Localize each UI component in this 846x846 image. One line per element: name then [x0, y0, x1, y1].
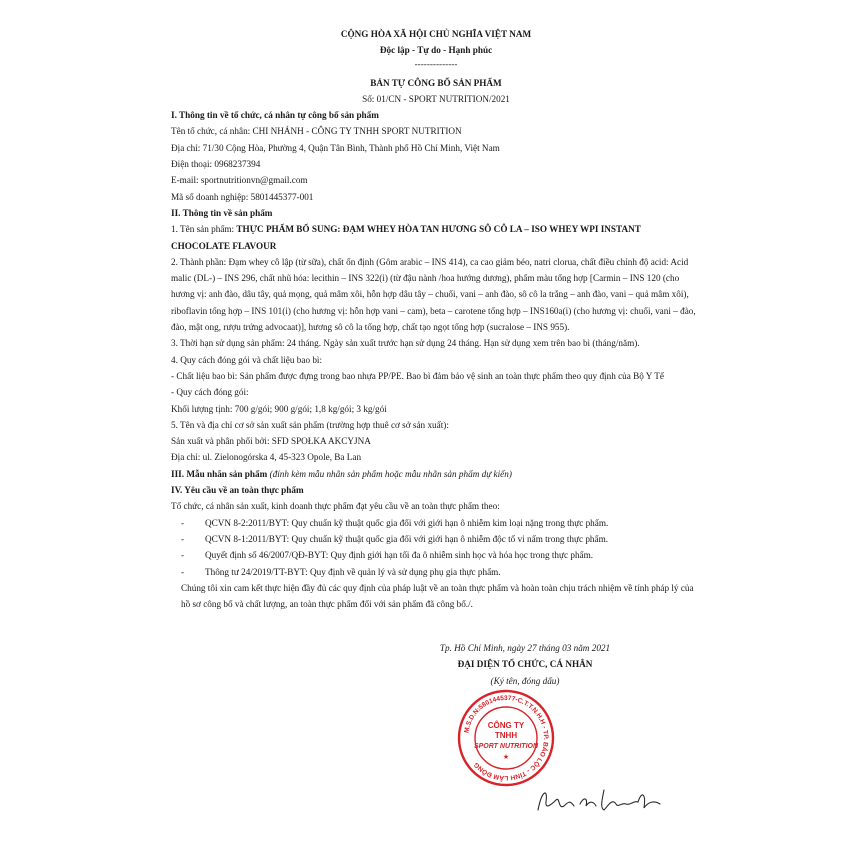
org-email: E-mail: sportnutritionvn@gmail.com	[171, 175, 308, 186]
motto: Độc lập - Tự do - Hạnh phúc	[379, 45, 493, 56]
product-name-value: THỰC PHẨM BỔ SUNG: ĐẠM WHEY HÒA TAN HƯƠNG SÔ CÔ LA – ISO WHEY WPI INSTANT CHOCOLATE FLAVOUR	[171, 224, 641, 251]
manufacturer: Sản xuất và phân phối bởi: SFD SPOŁKA AKCYJNA	[171, 436, 371, 447]
signature-block	[420, 640, 630, 689]
shelf-life: 3. Thời hạn sử dụng sản phẩm: 24 tháng. Ngày sản xuất trước hạn sử dụng 24 tháng. Hạn sử dụng xem trên bao bì (tháng/năm).	[171, 338, 640, 349]
commitment: Chúng tôi xin cam kết thực hiện đầy đủ các quy định của pháp luật về an toàn thực phẩm và hoàn toàn chịu trách nhiệm về tính pháp lý của hồ sơ công bố và chất lượng, an toàn thực phẩm đối với sản phẩm đã công bố./.	[181, 582, 694, 610]
org-address: Địa chỉ: 71/30 Cộng Hòa, Phường 4, Quận Tân Bình, Thành phố Hồ Chí Minh, Việt Nam	[171, 142, 500, 153]
nation-title: CỘNG HÒA XÃ HỘI CHỦ NGHĨA VIỆT NAM	[340, 29, 532, 39]
safety-item: - Thông tư 24/2019/TT-BYT: Quy định về quản lý và sử dụng phụ gia thực phẩm.	[181, 566, 501, 577]
org-name: Tên tổ chức, cá nhân: CHI NHÁNH - CÔNG TY TNHH SPORT NUTRITION	[171, 126, 462, 137]
org-phone: Điện thoại: 0968237394	[171, 159, 261, 170]
separator: --------------	[414, 58, 458, 69]
safety-item: - Quyết định số 46/2007/QĐ-BYT: Quy định giới hạn tối đa ô nhiễm sinh học và hóa học trong thực phẩm.	[181, 550, 594, 561]
document-number: Số: 01/CN - SPORT NUTRITION/2021	[362, 93, 510, 104]
stamp-line-2: TNHH	[494, 731, 518, 740]
handwritten-signature	[530, 780, 670, 820]
net-weight: Khối lượng tịnh: 700 g/gói; 900 g/gói; 1,8 kg/gói; 3 kg/gói	[171, 403, 387, 414]
svg-text:★: ★	[502, 753, 510, 761]
representative-title: ĐẠI DIỆN TỔ CHỨC, CÁ NHÂN	[457, 659, 593, 670]
packaging-spec-label: - Quy cách đóng gói:	[171, 387, 249, 398]
place-date: Tp. Hồ Chí Minh, ngày 27 tháng 03 năm 2021	[439, 643, 611, 653]
svg-text:M.S.D.N:5801445377-C.T.T.N.H.H: M.S.D.N:5801445377-C.T.T.N.H.H - TP. BẢO LỘC - TỈNH LÂM ĐỒNG	[463, 694, 550, 782]
safety-item: - QCVN 8-2:2011/BYT: Quy chuẩn kỹ thuật quốc gia đối với giới hạn ô nhiễm kim loại nặng trong thực phẩm.	[181, 517, 609, 528]
packaging-material: - Chất liệu bao bì: Sản phẩm được đựng trong bao nhựa PP/PE. Bao bì đảm bảo vệ sinh an toàn thực phẩm theo quy định của Bộ Y Tế	[171, 370, 664, 381]
safety-intro: Tổ chức, cá nhân sản xuất, kinh doanh thực phẩm đạt yêu cầu về an toàn thực phẩm theo:	[171, 501, 500, 512]
company-stamp	[456, 688, 556, 788]
sign-note: (Ký tên, đóng dấu)	[490, 675, 560, 686]
section-1-heading: I. Thông tin về tổ chức, cá nhân tự công bố sản phẩm	[171, 110, 379, 121]
section-3-note: (đính kèm mẫu nhãn sản phẩm hoặc mẫu nhãn sản phẩm dự kiến)	[269, 468, 512, 479]
manufacturer-heading: 5. Tên và địa chỉ cơ sở sản xuất sản phẩm (trường hợp thuê cơ sở sản xuất):	[171, 419, 449, 430]
safety-item: - QCVN 8-1:2011/BYT: Quy chuẩn kỹ thuật quốc gia đối với giới hạn ô nhiễm độc tố vi nấm trong thực phẩm.	[181, 533, 609, 544]
section-4-heading: IV. Yêu cầu về an toàn thực phẩm	[171, 485, 304, 496]
org-tax-code: Mã số doanh nghiệp: 5801445377-001	[171, 191, 314, 202]
manufacturer-address: Địa chỉ: ul. Zielonogórska 4, 45-323 Opole, Ba Lan	[171, 452, 362, 463]
document-title: BẢN TỰ CÔNG BỐ SẢN PHẨM	[370, 77, 502, 88]
section-2-heading: II. Thông tin về sản phẩm	[171, 207, 273, 218]
product-name	[171, 221, 701, 254]
declaration-document	[171, 26, 701, 612]
section-3-heading: III. Mẫu nhãn sản phẩm	[171, 468, 268, 479]
product-name-label: 1. Tên sản phẩm:	[171, 224, 237, 235]
ingredients: 2. Thành phần: Đạm whey cô lập (từ sữa), chất ổn định (Gôm arabic – INS 414), ca cao giảm béo, natri clorua, chất điều chỉnh độ acid: Acid malic (DL-) – INS 296, chất nhũ hóa: lecithin – INS 322(i) (từ đậu nành /hoa hướng dương), phẩm màu tổng hợp [Carmin – INS 120 (cho hương vị: anh đào, dâu tây, quả mọng, quả mâm xôi, hỗn hợp dâu tây – chuối, vani – anh đào, sô cô la trắng – anh đào, vani – quả mâm xôi), riboflavin tổng hợp – INS 101(i) (cho hương vị: hỗn hợp vani – cam), beta – carotene tổng hợp – INS160a(i) (cho hương vị: chuối, vani – đào, đào, mật ong, rượu trứng advocaat)], hương sô cô la tổng hợp, chất tạo ngọt tổng hợp (sucralose – INS 955).	[171, 256, 696, 333]
stamp-line-3: SPORT NUTRITION	[473, 743, 539, 750]
section-3	[171, 466, 701, 482]
packaging-heading: 4. Quy cách đóng gói và chất liệu bao bì:	[171, 354, 323, 365]
stamp-line-1: CÔNG TY	[487, 721, 525, 730]
